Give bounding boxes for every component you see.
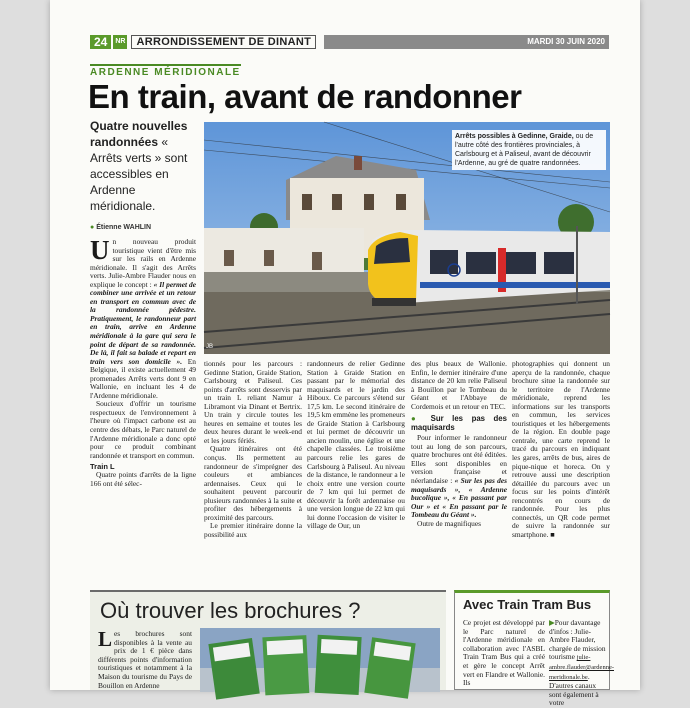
lead-bold: Quatre nouvelles randonnées (90, 119, 188, 149)
caption-bold: Arrêts possibles à Gedinne, Graide, (455, 133, 574, 140)
paragraph: randonneurs de relier Gedinne Station à Graide Station en passant par le mémorial des maquisards et le jardin des Hiboux. Ce parcours s'étend sur 17,5 km. Le second itinéraire de 19,5 km emmène les promeneurs de Graide Station à Carlsbourg et lui permet de découvrir un ancien moulin, une église et une chapelle classées. Le troisième parcours relie les gares de Carlsbourg à Paliseul. Au niveau de la distance, le randonneur a le choix entre une version courte de 7 km qui lui permet de découvrir la forêt ardennaise ou une version longue de 22 km qui lui donne l'occasion de visiter le village de Our, un (307, 359, 405, 531)
paragraph: Quatre points d'arrêts de la ligne 166 ont été sélec- (90, 470, 196, 488)
article-column-2 (204, 360, 302, 539)
paragraph: photographies qui donnent un aperçu de la randonnée, chaque brochure situe la randonnée sur le territoire de l'Ardenne méridionale, reprend les informations sur les transports en commun, les services touristiques et les hébergements de la région. En double page centrale, une carte reprend le tracé du parcours en indiquant les gares, arrêts de bus, aires de pique-nique et horeca. On y retrouve aussi une description détaillée du parcours avec un focus sur les points d'intérêt rencontrés en cours de randonnée. Pour les plus connectés, un QR code permet de suivre la randonnée sur smartphone. ■ (512, 359, 610, 539)
train-tram-bus-box (454, 590, 614, 708)
quote-text: « Il permet de combiner une arrivée et un retour en transport en commun avec de la randonnée pédestre. Pratiquement, le randonneur part en train, arrive en Ardenne méridionale à la gare qui sera le point de départ de sa randonnée. De là, il fait sa balade et repart en train vers son domicile ». (90, 279, 196, 366)
photo-caption (452, 130, 606, 170)
arrow-right-icon: ▶ (549, 618, 555, 627)
paragraph: Pour informer le randonneur tout au long de son parcours, quatre brochures ont été éditées. Elles sont disponibles en version française et néerlandaise : « Sur les pas des maquisards », « Ardenne bucolique », « En passant par Our » et « En passant par le Tombeau du Géant ». (411, 433, 508, 520)
byline-author: Étienne WAHLIN (96, 224, 152, 231)
paragraph: des plus beaux de Wallonie. Enfin, le dernier itinéraire d'une distance de 20 km relie Paliseul à Bouillon par le Tombeau du Géant et l'Abbaye de Cordemois et un retour en TEC. (411, 359, 507, 411)
article-column-4 (411, 360, 507, 528)
caption-text: ou de l'autre côté des frontières provinciales, à Carlsbourg et à Paliseul, avant de découvrir l'Ardenne, au gré de quatre randonnées. (455, 133, 594, 167)
article-title: En train, avant de randonner (88, 78, 522, 115)
section-title: ARRONDISSEMENT DE DINANT (131, 35, 316, 49)
drop-cap: U (90, 235, 110, 265)
drop-cap: L (98, 627, 113, 651)
article-column-3 (307, 360, 405, 531)
paragraph: Soucieux d'offrir un tourisme respectueux de l'environnement à l'heure où l'impact carbone est au centre des débats, le Parc naturel de l'Ardenne méridionale a donc opté pour ce produit combinant randonnée et transport en commun. (90, 399, 196, 460)
paragraph: tionnés pour les parcours : Gedinne Station, Graide Station, Carlsbourg et Paliseul. Ces points d'arrêts sont desservis par un train L reliant Namur à Libramont via Dinant et Bertrix. Un train y circule toutes les heures en semaine et toutes les deux heures durant le week-end et les jours fériés. (204, 359, 302, 445)
article-kicker: ARDENNE MÉRIDIONALE (90, 64, 241, 78)
lead-text: « Arrêts verts » sont accessibles en Ardenne méridionale. (90, 135, 188, 213)
subheading-maquisards: ● Sur les pas des maquisards (411, 414, 507, 433)
paragraph: Outre de magnifiques (417, 518, 482, 528)
brochures-box-text: Les brochures sont disponibles à la vente au prix de 1 € pièce dans différents points d'information touristiques et notamment à la Maison du tourisme du Pays de Bouillon en Ardenne (98, 627, 192, 690)
ttb-box-more: ▶Pour davantage d'infos : Julie-Ambre Flauder, chargée de mission tourisme julie-ambre.flauder@ardenne-meridionale.be. D'autres canaux sont également à votre (549, 618, 614, 708)
brochures-box-title: Où trouver les brochures ? (100, 598, 361, 623)
article-column-5 (512, 360, 610, 539)
paragraph: Quatre itinéraires ont été conçus. Ils permettent au randonneur de s'imprégner des couleurs et ambiances ardennaises. Ceux qui le souhaitent peuvent parcourir plusieurs randonnées à la suite et profiter des hébergements à proximité des parcours. (204, 444, 302, 522)
ttb-box-text: Ce projet est développé par le Parc naturel de l'Ardenne méridionale en collaboration avec l'ASBL Train Tram Bus qui a créé et gère le concept Arrêt vert en Flandre et Wallonie. Ils (463, 618, 545, 688)
brochure-titles: « Sur les pas des maquisards », « Ardenne bucolique », « En passant par Our » et « En passant par le Tombeau du Géant ». (411, 476, 508, 520)
contact-email-link[interactable]: julie-ambre.flauder@ardenne-meridionale.be (549, 654, 614, 681)
newspaper-page (50, 0, 640, 708)
ttb-box-title: Avec Train Tram Bus (463, 597, 592, 612)
brochures-illustration (200, 628, 440, 692)
page-number: 24 (90, 35, 111, 49)
intro-paragraph: Un nouveau produit touristique vient d'être mis sur les rails en Ardenne méridionale. Il s'agit des Arrêts verts. Julie-Ambre Flauder nous en explique le concept : « Il permet de combiner une arrivée et un retour en transport en commun avec de la randonnée pédestre. Pratiquement, le randonneur part en train, arrive en Ardenne méridionale à la gare qui sera le point de départ de sa randonnée. De là, il fait sa balade et repart en train vers son domicile ». En Belgique, il existe actuellement 49 promenades Arrêts verts dont 9 en Wallonie, en incluant les 4 de l'Ardenne méridionale. (90, 235, 197, 400)
brochures-photo (200, 628, 440, 692)
region-tag: NR (113, 35, 127, 49)
subheading-train-l: Train L (90, 462, 115, 472)
byline-bullet-icon: ● (90, 224, 95, 231)
brochures-box (90, 590, 446, 690)
issue-date: MARDI 30 JUIN 2020 (324, 35, 609, 49)
paragraph: Le premier itinéraire donne la possibilité aux (204, 521, 302, 539)
subheading-bullet-icon: ● (411, 414, 431, 424)
byline (90, 224, 151, 231)
train-photo (204, 122, 610, 354)
article-column-1 (90, 235, 197, 488)
page-header (90, 35, 609, 49)
photo-credit: JB (206, 344, 214, 350)
article-lead (90, 118, 198, 214)
end-mark-icon: ■ (548, 529, 555, 539)
